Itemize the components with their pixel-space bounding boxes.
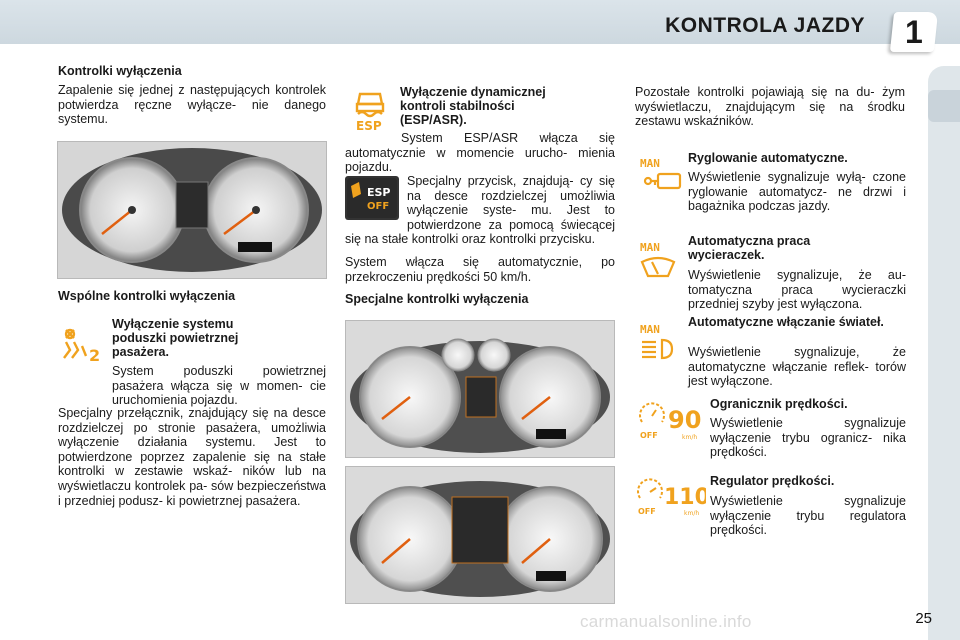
chapter-tab — [890, 12, 938, 52]
speed-limiter-off-icon — [636, 402, 706, 447]
item-text-ogranicznik: Wyświetlenie sygnalizuje wyłączenie trybu ogranicz- nika prędkości. — [710, 416, 906, 460]
item-title-wycieraczki: Automatyczna praca wycieraczek. — [688, 234, 811, 262]
svg-text:ESP: ESP — [367, 186, 391, 199]
instrument-cluster-image-3 — [345, 466, 615, 604]
section-heading-kontrolki: Kontrolki wyłączenia — [58, 64, 182, 78]
watermark: carmanualsonline.info — [580, 612, 752, 631]
item-text-swiatla: Wyświetlenie sygnalizuje, że automatyczne włączanie reflek- torów jest wyłączone. — [688, 345, 906, 389]
side-tab — [928, 90, 960, 122]
esp-icon — [352, 90, 388, 137]
auto-headlights-off-icon — [638, 322, 684, 367]
item-title-ogranicznik: Ogranicznik prędkości. — [710, 397, 848, 411]
page-title: KONTROLA JAZDY — [665, 14, 865, 37]
item-title-swiatla: Automatyczne włączanie świateł. — [688, 315, 884, 329]
cruise-control-off-icon — [634, 478, 706, 523]
svg-text:OFF: OFF — [367, 201, 390, 212]
section-heading-wspolne: Wspólne kontrolki wyłączenia — [58, 289, 236, 303]
svg-text:110: 110 — [664, 485, 706, 510]
svg-text:OFF: OFF — [638, 507, 656, 516]
item-title-ryglowanie: Ryglowanie automatyczne. — [688, 151, 848, 165]
side-bar — [928, 66, 960, 640]
intro-paragraph: Zapalenie się jednej z następujących kontrolek potwierdza ręczne wyłącze- nie danego systemu. — [58, 83, 326, 127]
esp-text-1: System ESP/ASR włącza się automatycznie w momencie urucho- mienia pojazdu. — [345, 131, 615, 175]
item-text-regulator: Wyświetlenie sygnalizuje wyłączenie trybu regulatora prędkości. — [710, 494, 906, 538]
svg-text:MAN: MAN — [640, 323, 660, 336]
esp-text-2-content: Specjalny przycisk, znajdują- cy się na desce rozdzielczej umożliwia wyłączenie syste- mu. Jest to potwierdzone za pomocą świecącej się na stałe kontrolki oraz kontrolki przycisku. — [345, 174, 615, 247]
col3-intro: Pozostałe kontrolki pojawiają się na du- żym wyświetlaczu, znajdującym się na środku zestawu wskaźników. — [635, 85, 905, 129]
svg-text:ESP: ESP — [356, 119, 382, 132]
esp-title: Wyłączenie dynamicznej kontroli stabilności (ESP/ASR). — [400, 85, 546, 127]
instrument-cluster-image-2 — [345, 320, 615, 458]
svg-text:km/h: km/h — [682, 434, 698, 441]
airbag-text-2: Specjalny przełącznik, znajdujący się na desce rozdzielczej po stronie pasażera, umożliwia wyłączenie działania systemu. Jest to potwierdzone poprzez zapalenie się na stałe kontrolki w zestawie wskaź- ników lub na wyświetlaczu kontrolek pa- sów bezpieczeństwa i przedniej podusz- ki powietrznej pasażera. — [58, 406, 326, 508]
svg-text:MAN: MAN — [640, 241, 660, 254]
svg-text:2: 2 — [89, 346, 100, 362]
esp-text-2 — [345, 174, 615, 247]
auto-lock-off-icon — [638, 156, 684, 197]
chapter-number: 1 — [905, 14, 923, 50]
svg-text:MAN: MAN — [640, 157, 660, 170]
airbag-text: System poduszki powietrznej pasażera włącza się w momen- cie uruchomienia pojazdu. — [112, 364, 326, 408]
instrument-cluster-image-1 — [57, 141, 327, 279]
page-number: 25 — [915, 610, 932, 627]
item-title-regulator: Regulator prędkości. — [710, 474, 835, 488]
passenger-airbag-off-icon — [60, 328, 100, 367]
section-heading-specjalne: Specjalne kontrolki wyłączenia — [345, 292, 529, 306]
item-text-ryglowanie: Wyświetlenie sygnalizuje wyłą- czone ryglowanie automatycz- ne drzwi i bagażnika podczas jazdy. — [688, 170, 906, 214]
auto-wiper-off-icon — [638, 240, 684, 285]
airbag-title: Wyłączenie systemu poduszki powietrznej pasażera. — [112, 317, 239, 359]
esp-text-3: System włącza się automatycznie, po przekroczeniu prędkości 50 km/h. — [345, 255, 615, 284]
item-text-wycieraczki: Wyświetlenie sygnalizuje, że au- tomatyczna praca wycieraczki przedniej szyby jest wyłączona. — [688, 268, 906, 312]
svg-text:OFF: OFF — [640, 431, 658, 440]
svg-text:90: 90 — [668, 406, 702, 434]
svg-text:km/h: km/h — [684, 510, 700, 517]
